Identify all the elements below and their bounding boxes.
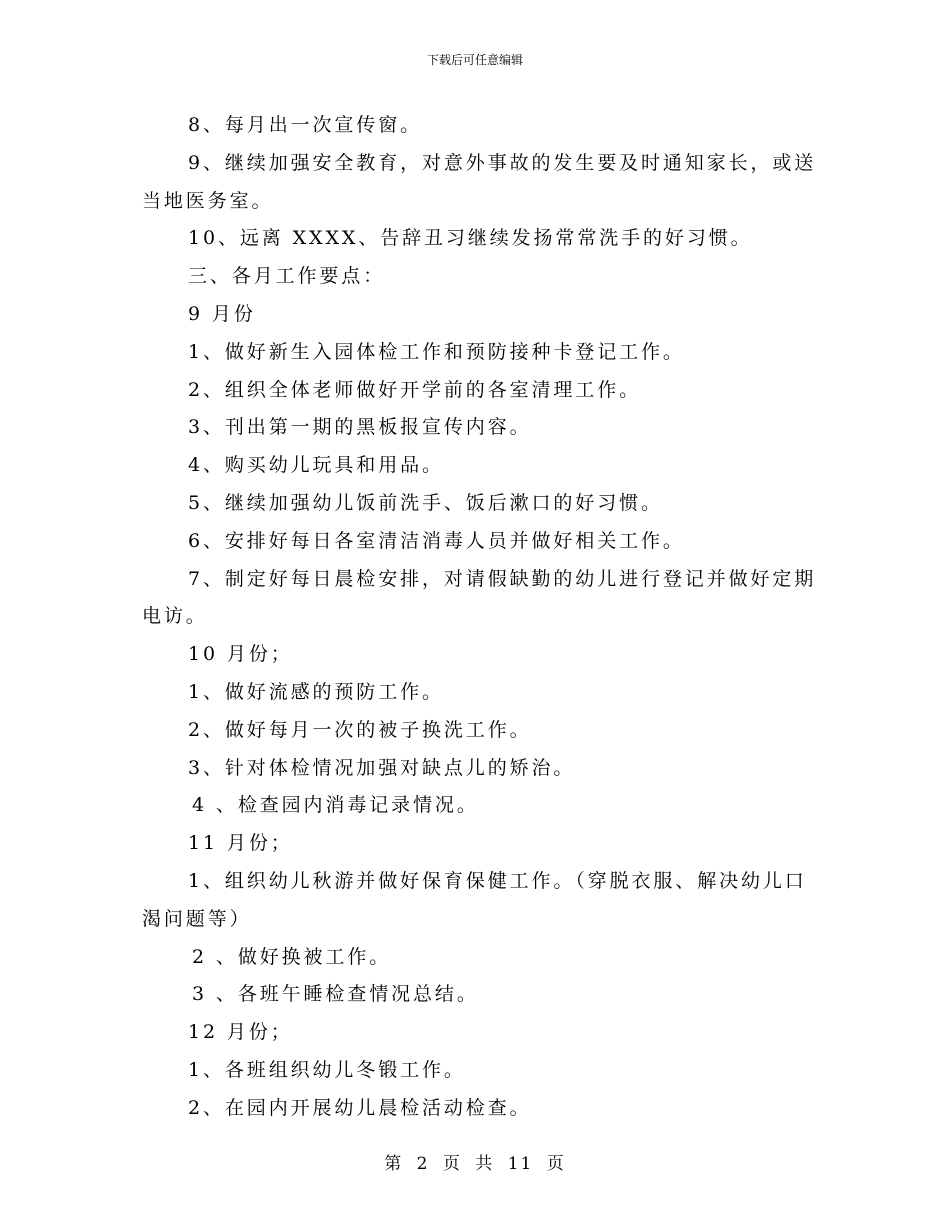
paragraph-line: 3、针对体检情况加强对缺点儿的矫治。	[188, 756, 576, 779]
paragraph-line: 9、继续加强安全教育，对意外事故的发生要及时通知家长，或送	[188, 151, 817, 174]
paragraph-line: 3、刊出第一期的黑板报宣传内容。	[188, 416, 532, 439]
footer-label-total-unit: 页	[546, 1154, 566, 1174]
page-header-note: 下载后可任意编辑	[426, 53, 523, 67]
paragraph-line: 7、制定好每日晨检安排，对请假缺勤的幼儿进行登记并做好定期	[188, 567, 817, 590]
footer-total-pages: 11	[507, 1154, 534, 1174]
paragraph-line: 1、各班组织幼儿冬锻工作。	[188, 1058, 466, 1081]
page-footer	[0, 1153, 950, 1175]
paragraph-line: 1、组织幼儿秋游并做好保育保健工作。（穿脱衣服、解决幼儿口	[188, 869, 807, 892]
month-heading: 11 月份；	[188, 832, 293, 855]
footer-label-page: 第	[384, 1154, 404, 1174]
paragraph-line: 渴问题等）	[142, 907, 252, 930]
paragraph-line: 当地医务室。	[142, 189, 274, 212]
footer-label-page-unit: 页	[442, 1154, 462, 1174]
section-heading: 三、各月工作要点：	[188, 265, 386, 288]
month-heading: 9 月份	[188, 302, 256, 325]
paragraph-line: 10、远离 XXXX、告辞丑习继续发扬常常洗手的好习惯。	[188, 227, 753, 250]
paragraph-line: 2、做好每月一次的被子换洗工作。	[188, 718, 532, 741]
paragraph-line: 2、在园内开展幼儿晨检活动检查。	[188, 1096, 532, 1119]
paragraph-line: 6、安排好每日各室清洁消毒人员并做好相关工作。	[188, 529, 685, 552]
paragraph-line: 1、做好流感的预防工作。	[188, 680, 444, 703]
paragraph-line: 1、做好新生入园体检工作和预防接种卡登记工作。	[188, 340, 685, 363]
footer-label-total: 共	[475, 1154, 495, 1174]
month-heading: 10 月份；	[188, 643, 293, 666]
paragraph-line: 3 、各班午睡检查情况总结。	[192, 983, 479, 1006]
paragraph-line: 4 、检查园内消毒记录情况。	[192, 794, 479, 817]
month-heading: 12 月份；	[188, 1021, 293, 1044]
document-body	[142, 107, 817, 1128]
footer-page-number: 2	[416, 1154, 430, 1174]
paragraph-line: 4、购买幼儿玩具和用品。	[188, 454, 444, 477]
paragraph-line: 8、每月出一次宣传窗。	[188, 114, 422, 136]
paragraph-line: 2 、做好换被工作。	[192, 945, 392, 968]
paragraph-line: 电访。	[142, 605, 208, 628]
paragraph-line: 5、继续加强幼儿饭前洗手、饭后漱口的好习惯。	[188, 491, 663, 514]
paragraph-line: 2、组织全体老师做好开学前的各室清理工作。	[188, 378, 641, 401]
